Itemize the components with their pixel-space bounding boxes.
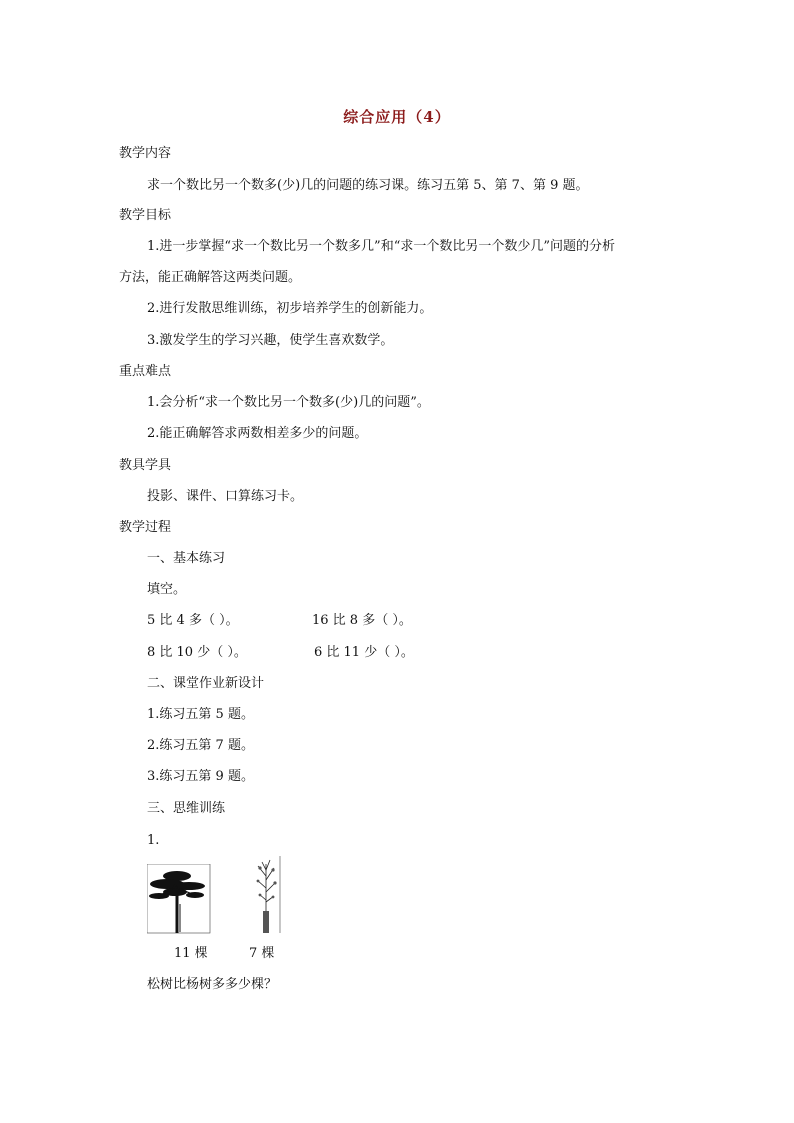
blank-exercise-d: 6 比 11 少（ ）。 xyxy=(314,645,414,660)
goal-2: 2.进行发散思维训练，初步培养学生的创新能力。 xyxy=(147,301,433,316)
homework-3: 3.练习五第 9 题。 xyxy=(147,769,254,784)
key-point-2: 2.能正确解答求两数相差多少的问题。 xyxy=(147,426,368,441)
question-text: 松树比杨树多多少棵？ xyxy=(147,977,278,992)
section-heading-process: 教学过程 xyxy=(119,520,172,535)
question-number: 1. xyxy=(147,833,160,848)
part-1-heading: 一、基本练习 xyxy=(147,551,226,566)
part-2-heading: 二、课堂作业新设计 xyxy=(147,676,265,691)
pine-tree-image xyxy=(147,864,211,934)
section-heading-content: 教学内容 xyxy=(119,146,172,161)
blank-exercise-a: 5 比 4 多（ ）。 xyxy=(147,613,239,628)
part-3-heading: 三、思维训练 xyxy=(147,801,226,816)
section-heading-tools: 教具学具 xyxy=(119,458,172,473)
homework-2: 2.练习五第 7 题。 xyxy=(147,738,254,753)
poplar-tree-image xyxy=(252,856,282,934)
tools-text: 投影、课件、口算练习卡。 xyxy=(147,489,304,504)
blank-exercise-c: 8 比 10 少（ ）。 xyxy=(147,645,247,660)
pine-caption: 11 棵 xyxy=(174,946,208,961)
goal-3: 3.激发学生的学习兴趣，使学生喜欢数学。 xyxy=(147,333,394,348)
section-heading-key-points: 重点难点 xyxy=(119,364,172,379)
fill-blank-instruction: 填空。 xyxy=(147,582,187,597)
goal-1-line-1: 1.进一步掌握“求一个数比另一个数多几”和“求一个数比另一个数少几”问题的分析 xyxy=(147,239,615,254)
section-heading-goals: 教学目标 xyxy=(119,208,172,223)
poplar-caption: 7 棵 xyxy=(249,946,275,961)
blank-exercise-b: 16 比 8 多（ ）。 xyxy=(312,613,412,628)
key-point-1: 1.会分析“求一个数比另一个数多(少)几的问题”。 xyxy=(147,395,430,410)
goal-1-line-2: 方法，能正确解答这两类问题。 xyxy=(119,270,302,285)
content-text: 求一个数比另一个数多(少)几的问题的练习课。练习五第 5、第 7、第 9 题。 xyxy=(147,178,589,193)
page-title: 综合应用（4） xyxy=(343,108,451,126)
homework-1: 1.练习五第 5 题。 xyxy=(147,707,254,722)
